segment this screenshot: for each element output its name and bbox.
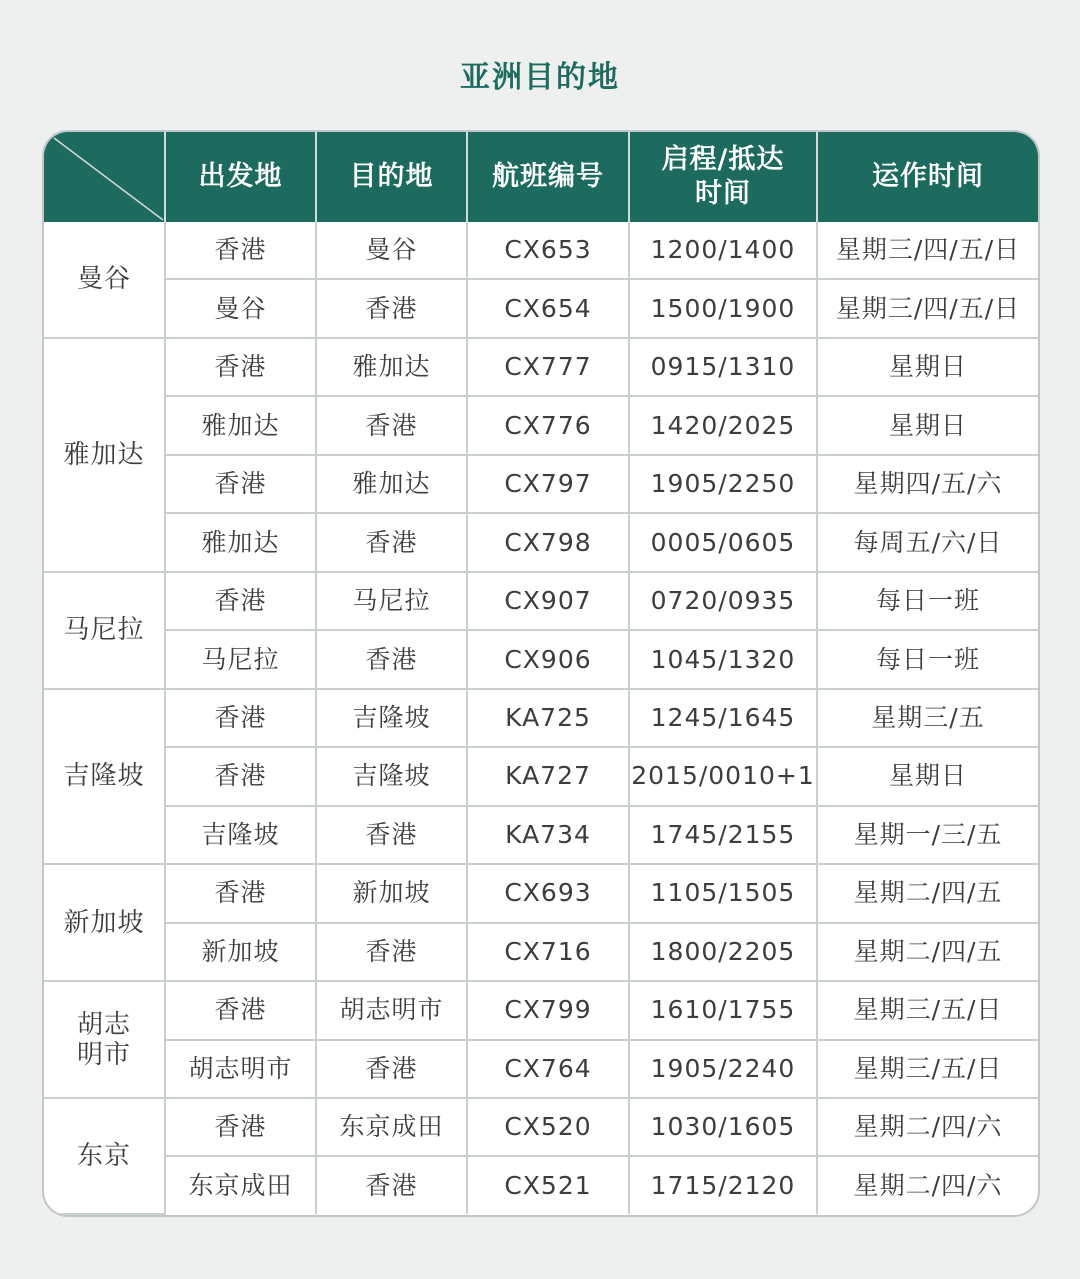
table-row xyxy=(44,572,1038,630)
table-row xyxy=(44,981,1038,1039)
cell-schedule: 星期三/五 xyxy=(817,689,1038,747)
destination-city-cell: 新加坡 xyxy=(44,864,165,981)
cell-destination: 胡志明市 xyxy=(316,981,467,1039)
cell-times: 1745/2155 xyxy=(629,806,817,864)
cell-schedule: 星期日 xyxy=(817,396,1038,454)
cell-flight: CX653 xyxy=(467,222,629,279)
table-row xyxy=(44,338,1038,396)
cell-destination: 曼谷 xyxy=(316,222,467,279)
cell-times: 1030/1605 xyxy=(629,1098,817,1156)
header-schedule: 运作时间 xyxy=(817,132,1038,222)
cell-times: 1610/1755 xyxy=(629,981,817,1039)
diagonal-divider-icon xyxy=(44,132,165,222)
destination-city-cell: 马尼拉 xyxy=(44,572,165,689)
cell-destination: 新加坡 xyxy=(316,864,467,922)
cell-times: 1245/1645 xyxy=(629,689,817,747)
cell-flight: CX777 xyxy=(467,338,629,396)
table-row xyxy=(44,279,1038,337)
cell-destination: 吉隆坡 xyxy=(316,747,467,805)
cell-origin: 吉隆坡 xyxy=(165,806,316,864)
table-row xyxy=(44,1156,1038,1214)
cell-origin: 东京成田 xyxy=(165,1156,316,1214)
cell-flight: KA725 xyxy=(467,689,629,747)
cell-schedule: 星期二/四/五 xyxy=(817,864,1038,922)
table-row xyxy=(44,747,1038,805)
table-row xyxy=(44,1040,1038,1098)
header-times-line1: 启程/抵达 xyxy=(661,144,785,175)
header-times xyxy=(629,132,817,222)
cell-times: 0720/0935 xyxy=(629,572,817,630)
cell-destination: 马尼拉 xyxy=(316,572,467,630)
cell-destination: 香港 xyxy=(316,1040,467,1098)
cell-origin: 雅加达 xyxy=(165,396,316,454)
table-row xyxy=(44,513,1038,571)
destination-city-cell: 曼谷 xyxy=(44,222,165,338)
table-header xyxy=(44,132,1038,222)
cell-schedule: 每日一班 xyxy=(817,572,1038,630)
cell-flight: CX520 xyxy=(467,1098,629,1156)
cell-schedule: 星期三/五/日 xyxy=(817,981,1038,1039)
cell-destination: 雅加达 xyxy=(316,338,467,396)
cell-flight: KA734 xyxy=(467,806,629,864)
header-origin: 出发地 xyxy=(165,132,316,222)
destination-city-cell: 胡志明市 xyxy=(44,981,165,1098)
cell-destination: 雅加达 xyxy=(316,455,467,513)
destination-city-cell: 吉隆坡 xyxy=(44,689,165,864)
cell-flight: CX654 xyxy=(467,279,629,337)
cell-schedule: 每周五/六/日 xyxy=(817,513,1038,571)
cell-destination: 香港 xyxy=(316,923,467,981)
cell-schedule: 星期日 xyxy=(817,747,1038,805)
cell-schedule: 星期三/四/五/日 xyxy=(817,279,1038,337)
table-row xyxy=(44,1098,1038,1156)
cell-destination: 吉隆坡 xyxy=(316,689,467,747)
cell-schedule: 每日一班 xyxy=(817,630,1038,688)
cell-schedule: 星期三/五/日 xyxy=(817,1040,1038,1098)
cell-origin: 香港 xyxy=(165,1098,316,1156)
cell-origin: 曼谷 xyxy=(165,279,316,337)
cell-schedule: 星期日 xyxy=(817,338,1038,396)
header-corner-cell xyxy=(44,132,165,222)
table-row xyxy=(44,455,1038,513)
cell-times: 1800/2205 xyxy=(629,923,817,981)
table-row xyxy=(44,806,1038,864)
cell-flight: CX799 xyxy=(467,981,629,1039)
destination-city-cell: 雅加达 xyxy=(44,338,165,572)
header-flight-number: 航班编号 xyxy=(467,132,629,222)
table-body xyxy=(44,222,1038,1214)
cell-origin: 香港 xyxy=(165,689,316,747)
cell-origin: 雅加达 xyxy=(165,513,316,571)
cell-flight: CX798 xyxy=(467,513,629,571)
cell-times: 1715/2120 xyxy=(629,1156,817,1214)
cell-flight: CX693 xyxy=(467,864,629,922)
cell-flight: CX716 xyxy=(467,923,629,981)
table-row xyxy=(44,689,1038,747)
header-row xyxy=(44,132,1038,222)
cell-times: 1200/1400 xyxy=(629,222,817,279)
flight-schedule-table xyxy=(42,130,1040,1217)
page-title: 亚洲目的地 xyxy=(460,60,620,95)
cell-times: 1905/2250 xyxy=(629,455,817,513)
cell-times: 1905/2240 xyxy=(629,1040,817,1098)
table-row xyxy=(44,923,1038,981)
cell-flight: CX907 xyxy=(467,572,629,630)
cell-destination: 香港 xyxy=(316,396,467,454)
cell-origin: 香港 xyxy=(165,864,316,922)
cell-destination: 香港 xyxy=(316,1156,467,1214)
cell-flight: CX776 xyxy=(467,396,629,454)
cell-destination: 香港 xyxy=(316,630,467,688)
cell-times: 1500/1900 xyxy=(629,279,817,337)
cell-origin: 马尼拉 xyxy=(165,630,316,688)
cell-destination: 香港 xyxy=(316,279,467,337)
cell-times: 0005/0605 xyxy=(629,513,817,571)
table-row xyxy=(44,396,1038,454)
table-row xyxy=(44,630,1038,688)
cell-destination: 东京成田 xyxy=(316,1098,467,1156)
cell-destination: 香港 xyxy=(316,513,467,571)
cell-destination: 香港 xyxy=(316,806,467,864)
cell-origin: 香港 xyxy=(165,747,316,805)
table-row xyxy=(44,864,1038,922)
cell-origin: 香港 xyxy=(165,455,316,513)
cell-flight: CX906 xyxy=(467,630,629,688)
cell-flight: CX764 xyxy=(467,1040,629,1098)
cell-flight: CX797 xyxy=(467,455,629,513)
cell-flight: CX521 xyxy=(467,1156,629,1214)
cell-schedule: 星期二/四/六 xyxy=(853,1170,1003,1200)
cell-origin: 香港 xyxy=(165,572,316,630)
header-times-line2: 时间 xyxy=(695,178,751,209)
schedule-table xyxy=(44,132,1038,1215)
cell-flight: KA727 xyxy=(467,747,629,805)
cell-origin: 香港 xyxy=(165,222,316,279)
cell-origin: 香港 xyxy=(165,981,316,1039)
cell-times: 2015/0010+1 xyxy=(629,747,817,805)
cell-origin: 胡志明市 xyxy=(165,1040,316,1098)
cell-times: 0915/1310 xyxy=(629,338,817,396)
header-destination: 目的地 xyxy=(316,132,467,222)
cell-times: 1105/1505 xyxy=(629,864,817,922)
cell-schedule: 星期二/四/五 xyxy=(817,923,1038,981)
cell-times: 1420/2025 xyxy=(629,396,817,454)
cell-schedule: 星期三/四/五/日 xyxy=(817,222,1038,279)
cell-schedule: 星期一/三/五 xyxy=(817,806,1038,864)
cell-times: 1045/1320 xyxy=(629,630,817,688)
cell-schedule: 星期二/四/六 xyxy=(817,1098,1038,1156)
destination-city-cell: 东京 xyxy=(44,1098,165,1214)
table-row xyxy=(44,222,1038,279)
cell-origin: 新加坡 xyxy=(165,923,316,981)
cell-origin: 香港 xyxy=(165,338,316,396)
cell-schedule: 星期四/五/六 xyxy=(817,455,1038,513)
